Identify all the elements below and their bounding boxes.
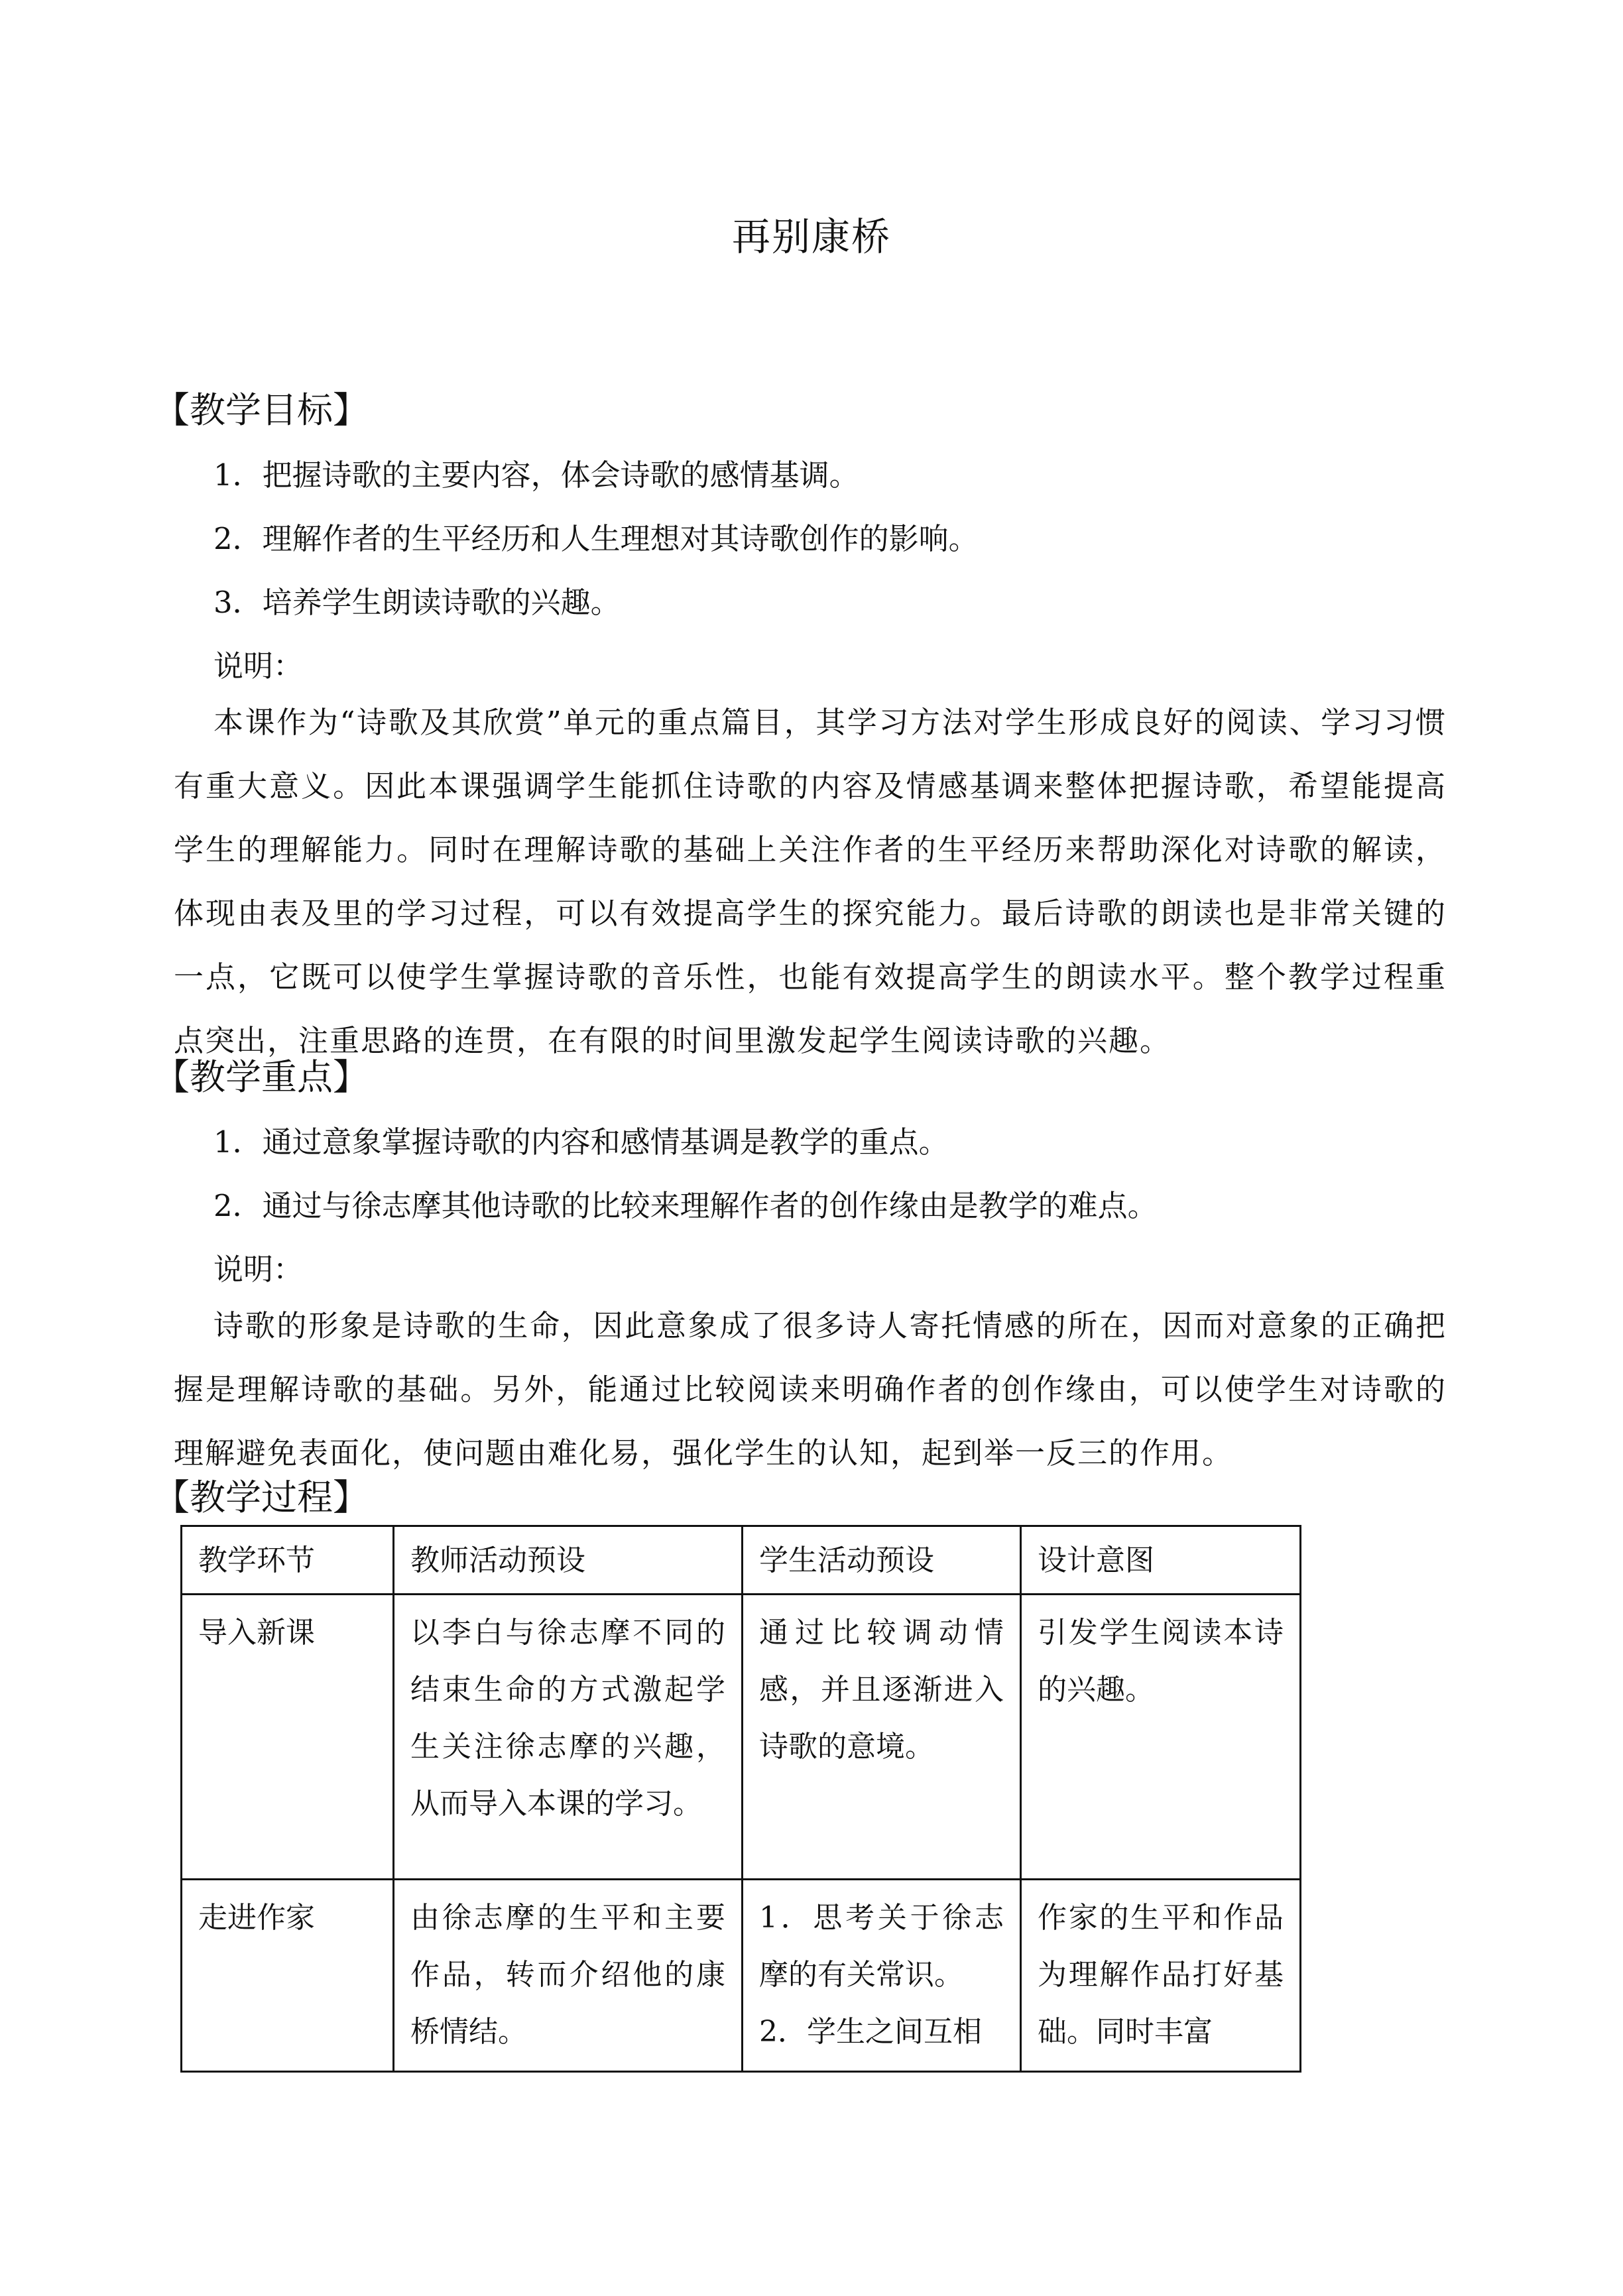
- cell-intent: [1021, 1595, 1301, 1880]
- lesson-process-table: [180, 1525, 1301, 2073]
- cell-teacher: [394, 1880, 743, 2072]
- table-row: [182, 1880, 1301, 2072]
- objectives-note-text: 本课作为“诗歌及其欣赏”单元的重点篇目，其学习方法对学生形成良好的阅读、学习习惯有重大意义。因此本课强调学生能抓住诗歌的内容及情感基调来整体把握诗歌，希望能提高学生的理解能力。同时在理解诗歌的基础上关注作者的生平经历来帮助深化对诗歌的解读，体现由表及里的学习过程，可以有效提高学生的探究能力。最后诗歌的朗读也是非常关键的一点，它既可以使学生掌握诗歌的音乐性，也能有效提高学生的朗读水平。整个教学过程重点突出，注重思路的连贯，在有限的时间里激发起学生阅读诗歌的兴趣。: [174, 705, 1447, 1058]
- header-student-activity: 学生活动预设: [743, 1526, 1021, 1595]
- cell-stage-text: 走进作家: [198, 1901, 315, 1935]
- cell-intent: [1021, 1880, 1301, 2072]
- cell-teacher-text: 以李白与徐志摩不同的结束生命的方式激起学生关注徐志摩的兴趣，从而导入本课的学习。: [410, 1616, 725, 1821]
- objectives-heading: 【教学目标】: [154, 389, 369, 431]
- page-title: 再别康桥: [731, 214, 891, 259]
- header-design-intent: 设计意图: [1021, 1526, 1301, 1595]
- header-teacher-activity: 教师活动预设: [394, 1526, 743, 1595]
- cell-stage-text: 导入新课: [198, 1616, 315, 1650]
- header-stage: 教学环节: [182, 1526, 394, 1595]
- objective-item-1: 1．把握诗歌的主要内容，体会诗歌的感情基调。: [213, 457, 859, 493]
- cell-teacher: [394, 1595, 743, 1880]
- process-heading: 【教学过程】: [154, 1477, 369, 1518]
- keypoints-note-label: 说明：: [213, 1252, 304, 1287]
- cell-student: [743, 1880, 1021, 2072]
- table-row: [182, 1595, 1301, 1880]
- cell-intent-text: 引发学生阅读本诗的兴趣。: [1038, 1616, 1284, 1707]
- cell-intent-text: 作家的生平和作品为理解作品打好基础。同时丰富: [1038, 1901, 1284, 2049]
- cell-student: [743, 1595, 1021, 1880]
- cell-teacher-text: 由徐志摩的生平和主要作品，转而介绍他的康桥情结。: [410, 1901, 725, 2049]
- cell-student-text: 通过比较调动情感，并且逐渐进入诗歌的意境。: [759, 1616, 1004, 1764]
- objective-item-2: 2．理解作者的生平经历和人生理想对其诗歌创作的影响。: [213, 521, 979, 556]
- keypoint-item-2: 2．通过与徐志摩其他诗歌的比较来理解作者的创作缘由是教学的难点。: [213, 1188, 1158, 1223]
- keypoint-item-1: 1．通过意象掌握诗歌的内容和感情基调是教学的重点。: [213, 1124, 949, 1160]
- objectives-note-label: 说明：: [213, 648, 304, 684]
- cell-student-text: 1．思考关于徐志摩的有关常识。 2．学生之间互相: [759, 1901, 1004, 2049]
- keypoints-heading: 【教学重点】: [154, 1056, 369, 1098]
- cell-stage: [182, 1880, 394, 2072]
- objective-item-3: 3．培养学生朗读诗歌的兴趣。: [213, 585, 621, 620]
- table-header-row: [182, 1526, 1301, 1595]
- cell-stage: [182, 1595, 394, 1880]
- keypoints-note-text: 诗歌的形象是诗歌的生命，因此意象成了很多诗人寄托情感的所在，因而对意象的正确把握是理解诗歌的基础。另外，能通过比较阅读来明确作者的创作缘由，可以使学生对诗歌的理解避免表面化，使问题由难化易，强化学生的认知，起到举一反三的作用。: [174, 1308, 1447, 1471]
